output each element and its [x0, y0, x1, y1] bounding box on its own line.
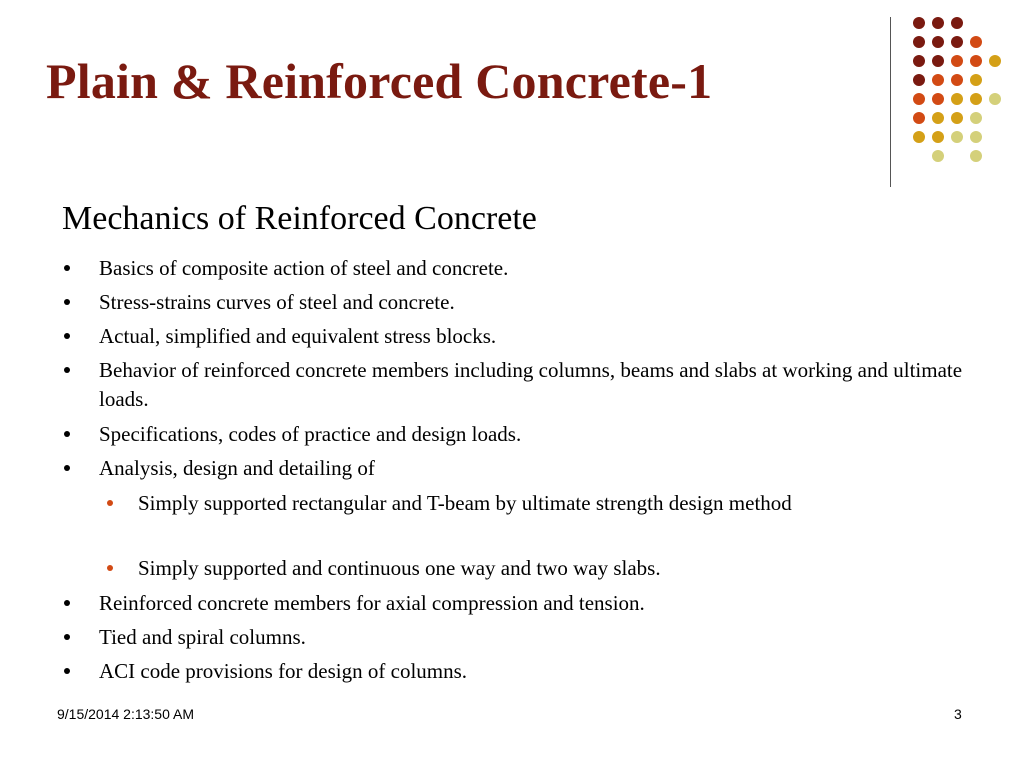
decorative-dot [970, 93, 982, 105]
footer-date: 9/15/2014 2:13:50 AM [57, 706, 194, 722]
bullet-text: Tied and spiral columns. [99, 625, 306, 649]
bullet-dot-icon [64, 265, 70, 271]
bullet-dot-icon [64, 634, 70, 640]
decorative-dot [913, 112, 925, 124]
decorative-dot [932, 17, 944, 29]
decorative-dot [951, 74, 963, 86]
bullet-item [99, 356, 979, 414]
decorative-dot [932, 74, 944, 86]
bullet-text: Specifications, codes of practice and design loads. [99, 422, 522, 446]
decorative-dot-grid [0, 0, 1024, 200]
decorative-dot [951, 55, 963, 67]
decorative-dot [951, 17, 963, 29]
bullet-item [99, 322, 979, 351]
bullet-text: Basics of composite action of steel and concrete. [99, 256, 509, 280]
decorative-dot [932, 55, 944, 67]
decorative-dot [970, 131, 982, 143]
bullet-text: Stress-strains curves of steel and concrete. [99, 290, 455, 314]
bullet-item [99, 454, 979, 483]
decorative-dot [932, 36, 944, 48]
bullet-dot-icon [64, 333, 70, 339]
decorative-dot [932, 131, 944, 143]
bullet-text: Simply supported and continuous one way and two way slabs. [138, 556, 661, 580]
decorative-dot [970, 74, 982, 86]
bullet-dot-icon [64, 465, 70, 471]
decorative-dot [989, 55, 1001, 67]
bullet-item [99, 420, 979, 449]
bullet-item [99, 254, 979, 283]
decorative-dot [970, 36, 982, 48]
bullet-dot-icon [64, 299, 70, 305]
decorative-dot [951, 93, 963, 105]
decorative-dot [913, 93, 925, 105]
decorative-dot [951, 112, 963, 124]
decorative-dot [913, 17, 925, 29]
bullet-text: Actual, simplified and equivalent stress blocks. [99, 324, 497, 348]
bullet-text: Behavior of reinforced concrete members including columns, beams and slabs at working and ultimate loads. [99, 358, 963, 411]
slide-title: Plain & Reinforced Concrete-1 [46, 53, 713, 109]
decorative-dot [932, 112, 944, 124]
decorative-dot [913, 131, 925, 143]
decorative-dot [951, 36, 963, 48]
slide-number: 3 [954, 706, 962, 722]
sub-bullet-item [138, 554, 928, 583]
bullet-dot-icon [64, 367, 70, 373]
sub-bullet-item [138, 489, 928, 518]
bullet-text: Simply supported rectangular and T-beam by ultimate strength design method [138, 491, 792, 515]
decorative-dot [913, 74, 925, 86]
bullet-dot-icon [107, 565, 113, 571]
bullet-item [99, 657, 979, 686]
bullet-dot-icon [64, 668, 70, 674]
bullet-item [99, 589, 979, 618]
bullet-item [99, 623, 979, 652]
decorative-dot [970, 150, 982, 162]
bullet-text: Reinforced concrete members for axial compression and tension. [99, 591, 645, 615]
bullet-item [99, 288, 979, 317]
bullet-dot-icon [64, 431, 70, 437]
bullet-dot-icon [64, 600, 70, 606]
section-heading: Mechanics of Reinforced Concrete [62, 200, 537, 237]
decorative-dot [932, 93, 944, 105]
bullet-dot-icon [107, 500, 113, 506]
decorative-dot [970, 112, 982, 124]
decorative-dot [970, 55, 982, 67]
decorative-dot [989, 93, 1001, 105]
decorative-dot [951, 131, 963, 143]
decorative-dot [913, 36, 925, 48]
bullet-text: ACI code provisions for design of columns. [99, 659, 468, 683]
bullet-text: Analysis, design and detailing of [99, 456, 375, 480]
decorative-dot [932, 150, 944, 162]
decorative-dot [913, 55, 925, 67]
